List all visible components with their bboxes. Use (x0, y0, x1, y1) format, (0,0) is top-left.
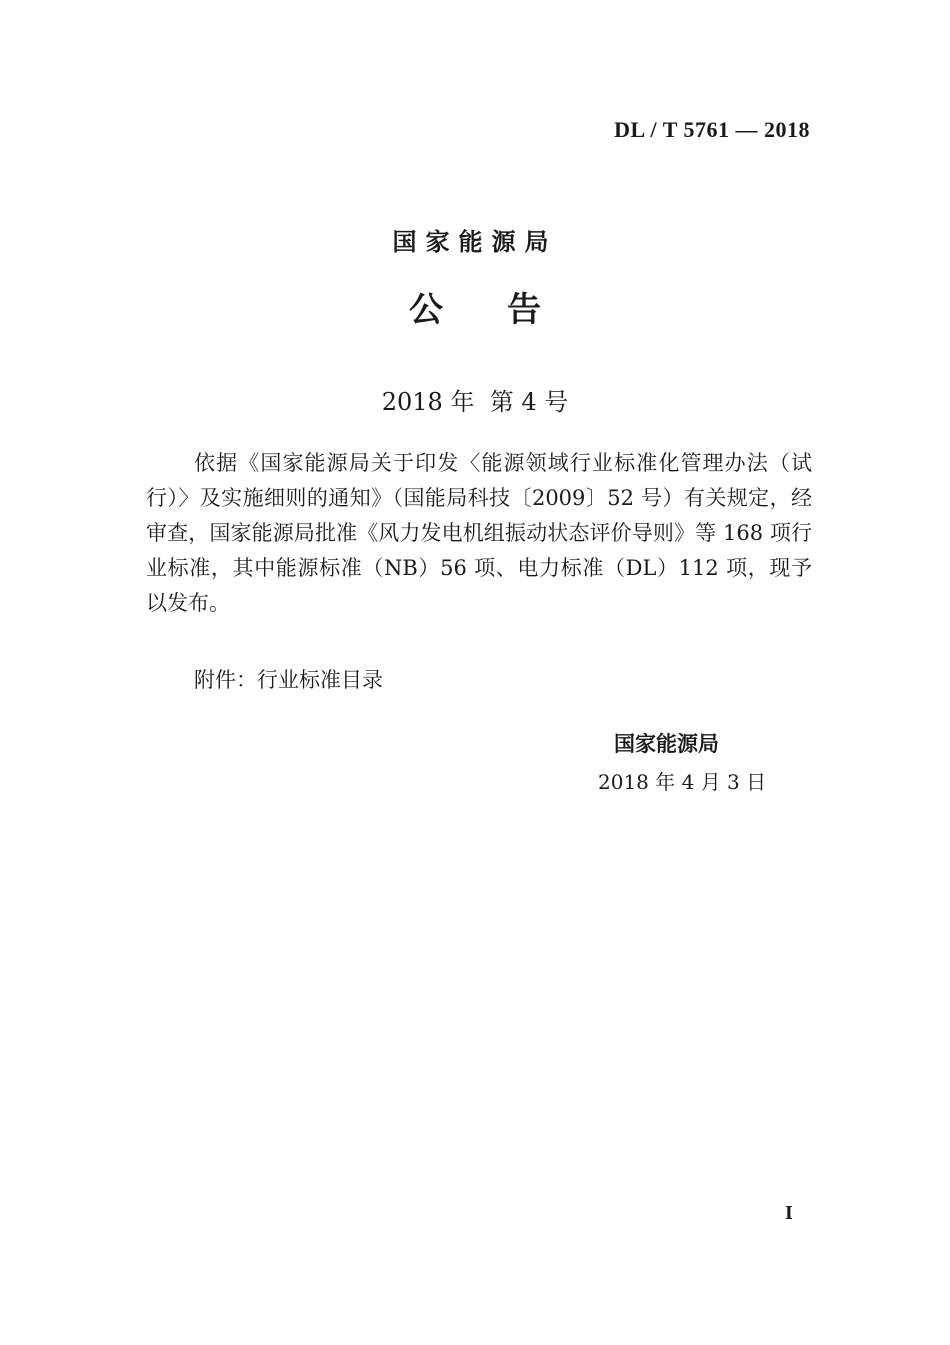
attachment-line: 附件：行业标准目录 (194, 668, 383, 692)
announcement-title: 公告 (409, 290, 605, 330)
page-number: I (785, 1202, 793, 1224)
standard-code: DL / T 5761 — 2018 (614, 117, 810, 142)
signature-organization: 国家能源局 (614, 732, 719, 756)
announcement-body: 依据《国家能源局关于印发〈能源领域行业标准化管理办法（试行）〉及实施细则的通知》（国能局科技〔2009〕52 号）有关规定，经审查，国家能源局批准《风力发电机组振动状态评价导则》等 168 项行业标准，其中能源标准（NB）56 项、电力标准（DL）112 项，现予以发布。 (146, 451, 812, 615)
signature-date: 2018 年 4 月 3 日 (598, 770, 767, 794)
issuer-heading: 国家能源局 (392, 228, 558, 256)
announcement-number: 2018 年 第 4 号 (381, 388, 569, 416)
